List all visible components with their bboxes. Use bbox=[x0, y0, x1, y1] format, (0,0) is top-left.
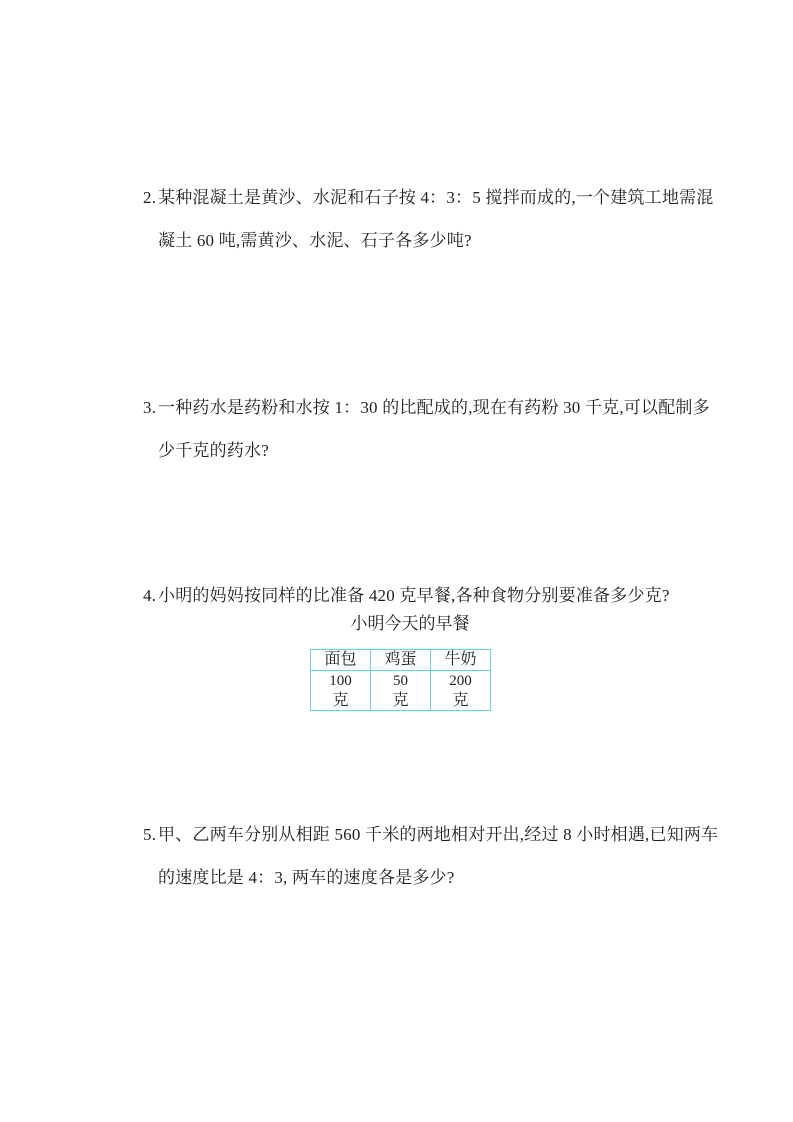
question-4-line-1 bbox=[143, 585, 670, 607]
table-value-egg bbox=[371, 671, 431, 711]
question-2-line-2: 凝土 60 吨,需黄沙、水泥、石子各多少吨? bbox=[158, 231, 472, 250]
question-4-text: 小明的妈妈按同样的比准备 420 克早餐,各种食物分别要准备多少克? bbox=[158, 586, 670, 605]
table-header-bread: 面包 bbox=[311, 650, 371, 671]
bread-unit: 克 bbox=[332, 691, 349, 709]
question-3-line-1 bbox=[143, 397, 710, 419]
breakfast-table bbox=[310, 649, 491, 711]
bread-grams: 100 bbox=[329, 672, 352, 689]
question-3-text: 一种药水是药粉和水按 1：30 的比配成的,现在有药粉 30 千克,可以配制多 bbox=[158, 398, 710, 417]
question-2-text: 某种混凝土是黄沙、水泥和石子按 4：3：5 搅拌而成的,一个建筑工地需混 bbox=[158, 188, 714, 207]
question-3-number: 3. bbox=[143, 398, 157, 417]
breakfast-table-value-row bbox=[311, 671, 491, 711]
table-header-milk: 牛奶 bbox=[431, 650, 491, 671]
table-value-bread bbox=[311, 671, 371, 711]
question-3-line-2: 少千克的药水? bbox=[158, 441, 269, 460]
question-5-line-2: 的速度比是 4：3, 两车的速度各是多少? bbox=[158, 868, 455, 887]
breakfast-table-title: 小明今天的早餐 bbox=[350, 614, 470, 633]
question-5-line-1 bbox=[143, 824, 718, 846]
question-2-number: 2. bbox=[143, 188, 157, 207]
table-header-egg: 鸡蛋 bbox=[371, 650, 431, 671]
question-5-number: 5. bbox=[143, 825, 157, 844]
breakfast-table-header-row bbox=[311, 650, 491, 671]
question-4-number: 4. bbox=[143, 586, 157, 605]
milk-grams: 200 bbox=[449, 672, 472, 689]
egg-unit: 克 bbox=[392, 691, 409, 709]
question-5-text: 甲、乙两车分别从相距 560 千米的两地相对开出,经过 8 小时相遇,已知两车 bbox=[158, 825, 719, 844]
egg-grams: 50 bbox=[393, 672, 408, 689]
milk-unit: 克 bbox=[452, 691, 469, 709]
question-2-line-1 bbox=[143, 187, 713, 209]
table-value-milk bbox=[431, 671, 491, 711]
